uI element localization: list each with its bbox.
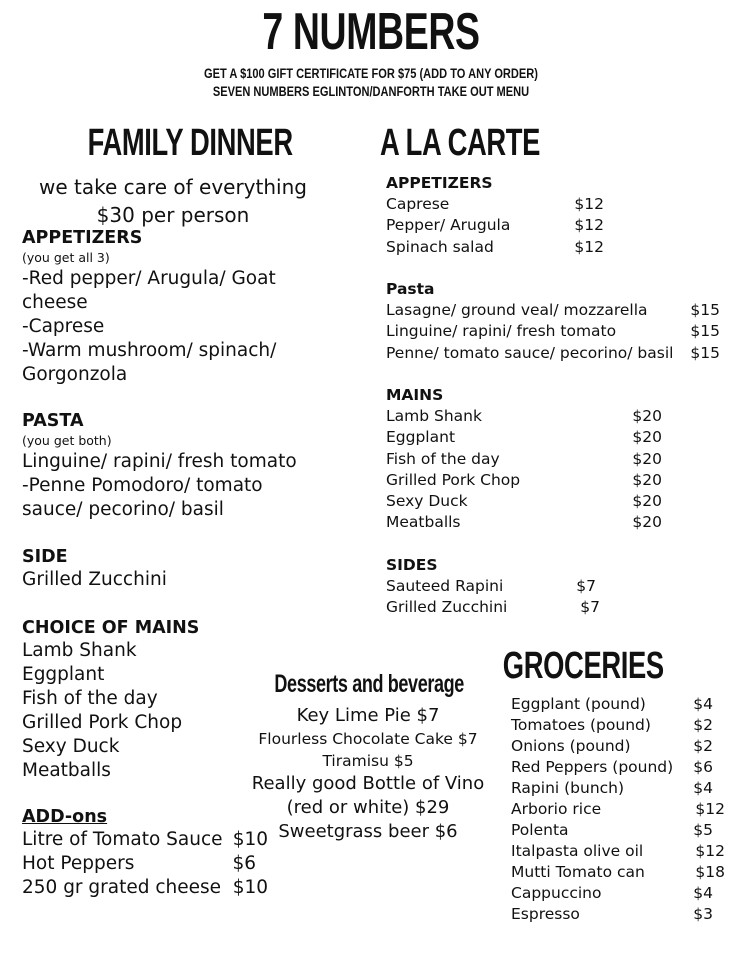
list-item — [386, 427, 662, 448]
item-price: $4 — [693, 695, 713, 713]
desserts-list — [238, 704, 498, 844]
section-heading: APPETIZERS — [22, 228, 143, 248]
item-name: Penne/ tomato sauce/ pecorino/ basil — [386, 343, 674, 362]
item-name: Red Peppers (pound) — [511, 758, 674, 776]
list-item — [511, 736, 725, 757]
list-item: Key Lime Pie $7 — [296, 705, 440, 726]
family-pasta-section — [22, 410, 297, 522]
item-price: $7 — [580, 598, 600, 617]
item-name: Italpasta olive oil — [511, 842, 644, 860]
item-price: $7 — [576, 577, 596, 595]
item-name: Hot Peppers — [22, 853, 135, 874]
family-tagline: we take care of everything — [39, 175, 307, 199]
section-heading: PASTA — [22, 411, 84, 431]
section-heading: Pasta — [386, 280, 435, 298]
item-price: $15 — [690, 322, 720, 341]
list-item: Linguine/ rapini/ fresh tomato — [22, 451, 297, 472]
item-name: Caprese — [386, 195, 450, 213]
list-item: Meatballs — [22, 760, 111, 781]
list-item — [386, 449, 662, 470]
item-price: $10 — [232, 829, 268, 850]
page-title: 7 NUMBERS — [262, 3, 480, 61]
item-name: Grilled Zucchini — [386, 598, 508, 617]
carte-pasta-section — [386, 279, 720, 364]
item-price: $20 — [632, 470, 662, 489]
item-price: $20 — [632, 513, 662, 532]
carte-mains-section — [386, 385, 662, 534]
gift-promo: GET A $100 GIFT CERTIFICATE FOR $75 (ADD TO ANY ORDER) — [204, 66, 538, 81]
item-name: Arborio rice — [511, 800, 602, 818]
item-name: Cappuccino — [511, 884, 602, 902]
item-price: $10 — [232, 877, 268, 898]
item-price: $12 — [695, 800, 725, 818]
list-item — [386, 237, 604, 258]
item-price: $15 — [690, 301, 720, 319]
item-name: Lasagne/ ground veal/ mozzarella — [386, 301, 648, 319]
list-item: (red or white) $29 — [286, 797, 450, 818]
list-item — [511, 715, 725, 736]
item-price: $2 — [693, 716, 713, 734]
item-price: $20 — [632, 428, 662, 447]
item-price: $6 — [232, 853, 256, 874]
item-price: $6 — [693, 758, 713, 776]
item-name: Pepper/ Arugula — [386, 216, 511, 235]
item-price: $12 — [574, 237, 604, 256]
list-item: -Penne Pomodoro/ tomato — [22, 475, 263, 496]
list-item — [386, 321, 720, 342]
item-name: Espresso — [511, 905, 580, 923]
list-item — [386, 597, 600, 618]
list-item — [22, 876, 268, 900]
item-name: Polenta — [511, 821, 569, 839]
item-name: Eggplant — [386, 428, 456, 447]
list-item — [511, 820, 725, 841]
list-item: Fish of the day — [22, 688, 158, 709]
item-price: $20 — [632, 449, 662, 468]
list-item: Grilled Zucchini — [22, 569, 167, 590]
list-item — [511, 904, 725, 925]
list-item — [386, 300, 720, 321]
groceries-title: GROCERIES — [502, 645, 664, 687]
list-item — [511, 883, 725, 904]
list-item — [511, 841, 725, 862]
section-heading: APPETIZERS — [386, 174, 493, 192]
carte-sides-section — [386, 555, 600, 619]
list-item — [511, 799, 725, 820]
item-name: Linguine/ rapini/ fresh tomato — [386, 322, 617, 341]
item-price: $12 — [695, 842, 725, 860]
groceries-list — [511, 694, 725, 925]
carte-appetizers-section — [386, 173, 604, 258]
list-item — [386, 491, 662, 512]
item-price: $5 — [693, 821, 713, 839]
list-item: Really good Bottle of Vino — [251, 773, 485, 794]
item-name: Tomatoes (pound) — [511, 716, 651, 734]
list-item — [511, 778, 725, 799]
item-name: Eggplant (pound) — [511, 695, 646, 713]
section-note: (you get all 3) — [22, 250, 110, 265]
list-item: -Caprese — [22, 316, 105, 337]
item-name: Meatballs — [386, 513, 461, 532]
section-heading: CHOICE OF MAINS — [22, 618, 200, 638]
item-name: Sexy Duck — [386, 492, 468, 511]
list-item: -Red pepper/ Arugula/ Goat — [22, 268, 276, 289]
menu-subtitle: SEVEN NUMBERS EGLINTON/DANFORTH TAKE OUT MENU — [212, 84, 530, 99]
item-name: Fish of the day — [386, 449, 500, 468]
item-name: Grilled Pork Chop — [386, 470, 521, 489]
item-price: $18 — [695, 863, 725, 881]
item-name: Mutti Tomato can — [511, 863, 645, 881]
list-item: -Warm mushroom/ spinach/ — [22, 340, 277, 361]
family-dinner-intro — [20, 173, 326, 229]
item-name: Spinach salad — [386, 237, 494, 256]
family-mains-section — [22, 617, 199, 783]
section-note: (you get both) — [22, 433, 112, 448]
family-dinner-title: FAMILY DINNER — [87, 122, 293, 164]
item-price: $12 — [574, 216, 604, 235]
item-price: $4 — [693, 779, 713, 797]
a-la-carte-title: A LA CARTE — [379, 122, 541, 164]
item-name: Sauteed Rapini — [386, 577, 504, 595]
list-item — [386, 194, 604, 215]
list-item: Eggplant — [22, 664, 105, 685]
list-item: Tiramisu $5 — [322, 752, 414, 770]
list-item — [386, 512, 662, 533]
list-item: Sexy Duck — [22, 736, 120, 757]
family-addons-section — [22, 806, 268, 900]
list-item: Lamb Shank — [22, 640, 137, 661]
list-item: Grilled Pork Chop — [22, 712, 183, 733]
list-item — [511, 757, 725, 778]
section-heading: SIDE — [22, 547, 68, 567]
item-name: Litre of Tomato Sauce — [22, 829, 223, 850]
item-price: $20 — [632, 492, 662, 511]
item-price: $3 — [693, 905, 713, 923]
list-item — [22, 852, 268, 876]
list-item — [511, 694, 725, 715]
list-item: Sweetgrass beer $6 — [278, 821, 458, 842]
list-item — [386, 576, 600, 597]
list-item: cheese — [22, 292, 88, 313]
list-item — [386, 215, 604, 236]
family-price: $30 per person — [96, 203, 250, 227]
list-item — [511, 862, 725, 883]
list-item — [386, 343, 720, 364]
section-heading: MAINS — [386, 386, 444, 404]
item-name: 250 gr grated cheese — [22, 877, 222, 898]
list-item — [22, 828, 268, 852]
item-price: $15 — [690, 343, 720, 362]
desserts-title: Desserts and beverage — [274, 670, 464, 698]
item-name: Lamb Shank — [386, 407, 482, 425]
list-item: Gorgonzola — [22, 364, 128, 385]
family-appetizers-section — [22, 227, 276, 387]
item-name: Rapini (bunch) — [511, 779, 625, 797]
item-price: $2 — [693, 737, 713, 755]
item-name: Onions (pound) — [511, 737, 631, 755]
list-item — [386, 406, 662, 427]
list-item — [386, 470, 662, 491]
list-item: sauce/ pecorino/ basil — [22, 499, 224, 520]
item-price: $4 — [693, 884, 713, 902]
section-heading: SIDES — [386, 556, 438, 574]
item-price: $20 — [632, 407, 662, 425]
list-item: Flourless Chocolate Cake $7 — [258, 730, 478, 748]
section-heading: ADD-ons — [22, 807, 108, 827]
family-side-section — [22, 546, 167, 592]
item-price: $12 — [574, 195, 604, 213]
